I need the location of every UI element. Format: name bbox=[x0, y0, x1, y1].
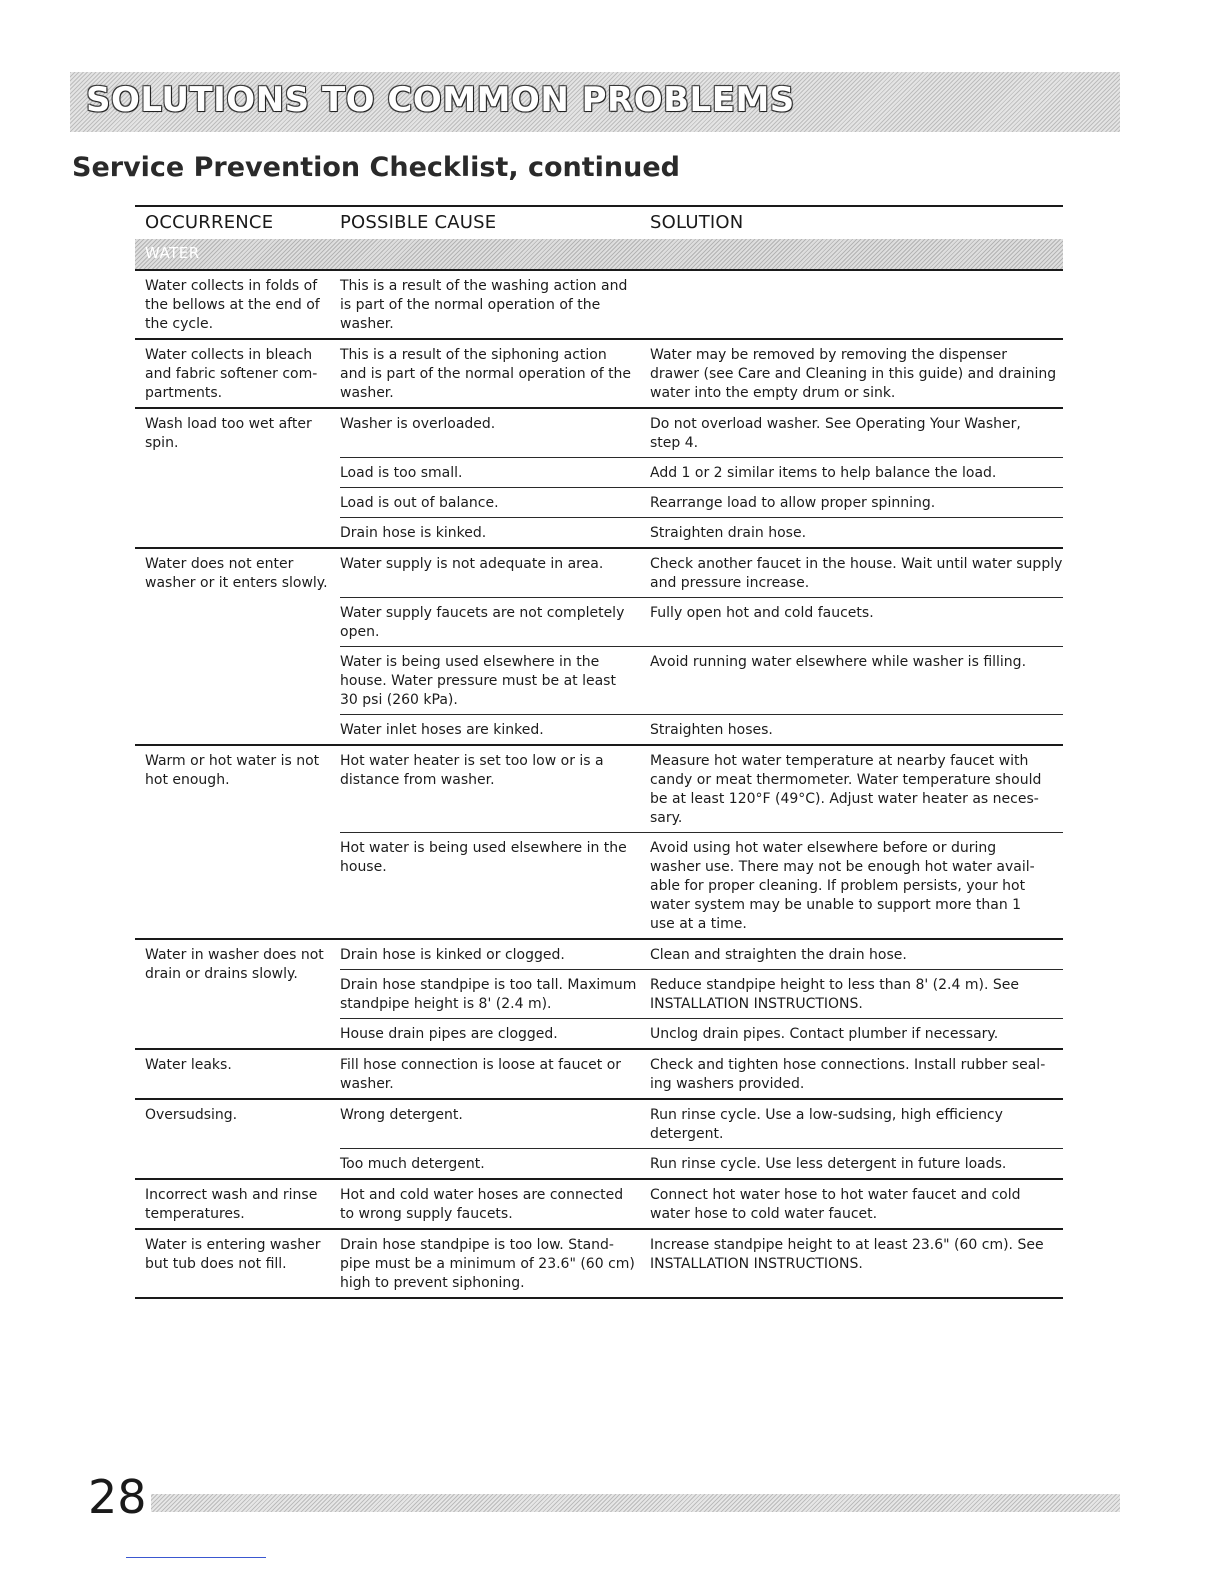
cause-row bbox=[340, 518, 1063, 547]
solution-cell: Run rinse cycle. Use less detergent in future loads. bbox=[650, 1156, 1007, 1172]
table-row bbox=[135, 1100, 1063, 1180]
table-row bbox=[135, 271, 1063, 340]
occurrence-cell: Water leaks. bbox=[145, 1057, 232, 1073]
category-bar bbox=[135, 239, 1063, 271]
solution-cell: Straighten hoses. bbox=[650, 722, 773, 738]
cause-row bbox=[340, 549, 1063, 598]
column-header-possible-cause: POSSIBLE CAUSE bbox=[340, 212, 497, 233]
cause-row bbox=[340, 746, 1063, 833]
table-row bbox=[135, 1180, 1063, 1230]
solution-cell: Connect hot water hose to hot water faucet and cold water hose to cold water faucet. bbox=[650, 1187, 1021, 1222]
causes-list bbox=[340, 1230, 1063, 1297]
solution-cell: Increase standpipe height to at least 23.6" (60 cm). See INSTALLATION INSTRUCTIONS. bbox=[650, 1237, 1044, 1272]
solution-cell: Run rinse cycle. Use a low-sudsing, high efficiency detergent. bbox=[650, 1107, 1003, 1142]
cause-row bbox=[340, 647, 1063, 715]
column-headers bbox=[135, 205, 1063, 239]
header-banner bbox=[70, 72, 1120, 132]
possible-cause-cell: Drain hose standpipe is too low. Stand- pipe must be a minimum of 23.6" (60 cm) high to prevent siphoning. bbox=[340, 1237, 635, 1291]
solution-cell: Do not overload washer. See Operating Your Washer, step 4. bbox=[650, 416, 1021, 451]
possible-cause-cell: Too much detergent. bbox=[340, 1156, 485, 1172]
cause-row bbox=[340, 1149, 1063, 1178]
table-row bbox=[135, 1230, 1063, 1299]
cause-row bbox=[340, 340, 1063, 407]
causes-list bbox=[340, 1050, 1063, 1098]
cause-row bbox=[340, 1100, 1063, 1149]
possible-cause-cell: Water is being used elsewhere in the house. Water pressure must be at least 30 psi (260 kPa). bbox=[340, 654, 616, 708]
possible-cause-cell: Drain hose standpipe is too tall. Maximum standpipe height is 8' (2.4 m). bbox=[340, 977, 637, 1012]
solution-cell bbox=[650, 277, 1063, 334]
causes-list bbox=[340, 271, 1063, 338]
table-row bbox=[135, 340, 1063, 409]
solution-cell: Avoid using hot water elsewhere before or during washer use. There may not be enough hot water avail- able for proper cleaning. If problem persists, your hot water system may be unable to support more than 1 use at a time. bbox=[650, 840, 1035, 932]
solution-cell: Fully open hot and cold faucets. bbox=[650, 605, 874, 621]
possible-cause-cell: Hot water is being used elsewhere in the house. bbox=[340, 840, 627, 875]
occurrence-cell: Water collects in bleach and fabric softener com- partments. bbox=[145, 347, 318, 401]
causes-list bbox=[340, 746, 1063, 938]
table-row bbox=[135, 746, 1063, 940]
possible-cause-cell: Drain hose is kinked or clogged. bbox=[340, 947, 565, 963]
possible-cause-cell: Water supply faucets are not completely open. bbox=[340, 605, 625, 640]
occurrence-cell: Incorrect wash and rinse temperatures. bbox=[145, 1187, 318, 1222]
table-row bbox=[135, 940, 1063, 1050]
solution-cell: Check another faucet in the house. Wait until water supply and pressure increase. bbox=[650, 556, 1063, 591]
cause-row bbox=[340, 271, 1063, 338]
table-row bbox=[135, 1050, 1063, 1100]
footer-link-underline bbox=[126, 1557, 266, 1558]
banner-title: SOLUTIONS TO COMMON PROBLEMS bbox=[86, 80, 795, 120]
solution-cell: Clean and straighten the drain hose. bbox=[650, 947, 907, 963]
possible-cause-cell: Fill hose connection is loose at faucet or washer. bbox=[340, 1057, 622, 1092]
possible-cause-cell: This is a result of the washing action and is part of the normal operation of the washer. bbox=[340, 278, 628, 332]
cause-row bbox=[340, 409, 1063, 458]
category-label: WATER bbox=[145, 244, 200, 262]
solution-cell: Rearrange load to allow proper spinning. bbox=[650, 495, 936, 511]
causes-list bbox=[340, 940, 1063, 1048]
table-row bbox=[135, 409, 1063, 549]
possible-cause-cell: Hot water heater is set too low or is a distance from washer. bbox=[340, 753, 604, 788]
page-number: 28 bbox=[84, 1470, 151, 1524]
cause-row bbox=[340, 970, 1063, 1019]
cause-row bbox=[340, 940, 1063, 970]
occurrence-cell: Oversudsing. bbox=[145, 1107, 238, 1123]
possible-cause-cell: House drain pipes are clogged. bbox=[340, 1026, 558, 1042]
cause-row bbox=[340, 833, 1063, 938]
footer-bar bbox=[140, 1494, 1120, 1512]
column-header-occurrence: OCCURRENCE bbox=[145, 212, 274, 233]
table-body bbox=[135, 271, 1063, 1299]
causes-list bbox=[340, 409, 1063, 547]
cause-row bbox=[340, 1019, 1063, 1048]
possible-cause-cell: Wrong detergent. bbox=[340, 1107, 463, 1123]
solution-cell: Straighten drain hose. bbox=[650, 525, 807, 541]
possible-cause-cell: Washer is overloaded. bbox=[340, 416, 496, 432]
possible-cause-cell: Water inlet hoses are kinked. bbox=[340, 722, 544, 738]
possible-cause-cell: This is a result of the siphoning action and is part of the normal operation of the washer. bbox=[340, 347, 632, 401]
column-header-solution: SOLUTION bbox=[650, 212, 744, 233]
solution-cell: Check and tighten hose connections. Install rubber seal- ing washers provided. bbox=[650, 1057, 1046, 1092]
solution-cell: Unclog drain pipes. Contact plumber if necessary. bbox=[650, 1026, 999, 1042]
cause-row bbox=[340, 458, 1063, 488]
occurrence-cell: Wash load too wet after spin. bbox=[145, 416, 312, 451]
occurrence-cell: Warm or hot water is not hot enough. bbox=[145, 753, 320, 788]
causes-list bbox=[340, 549, 1063, 744]
cause-row bbox=[340, 488, 1063, 518]
solution-cell: Avoid running water elsewhere while washer is filling. bbox=[650, 654, 1027, 670]
causes-list bbox=[340, 1180, 1063, 1228]
solution-cell: Add 1 or 2 similar items to help balance the load. bbox=[650, 465, 997, 481]
cause-row bbox=[340, 1230, 1063, 1297]
possible-cause-cell: Water supply is not adequate in area. bbox=[340, 556, 604, 572]
section-title: Service Prevention Checklist, continued bbox=[72, 152, 681, 183]
solution-cell: Measure hot water temperature at nearby faucet with candy or meat thermometer. Water temperature should be at least 120°F (49°C). Adjust water heater as neces- sary. bbox=[650, 753, 1042, 826]
cause-row bbox=[340, 598, 1063, 647]
occurrence-cell: Water does not enter washer or it enters slowly. bbox=[145, 556, 328, 591]
solution-cell: Reduce standpipe height to less than 8' (2.4 m). See INSTALLATION INSTRUCTIONS. bbox=[650, 977, 1019, 1012]
solution-cell: Water may be removed by removing the dispenser drawer (see Care and Cleaning in this guide) and draining water into the empty drum or sink. bbox=[650, 347, 1057, 401]
possible-cause-cell: Load is too small. bbox=[340, 465, 463, 481]
causes-list bbox=[340, 340, 1063, 407]
possible-cause-cell: Load is out of balance. bbox=[340, 495, 499, 511]
cause-row bbox=[340, 1050, 1063, 1098]
cause-row bbox=[340, 1180, 1063, 1228]
checklist-table bbox=[135, 205, 1063, 1299]
possible-cause-cell: Drain hose is kinked. bbox=[340, 525, 487, 541]
occurrence-cell: Water in washer does not drain or drains slowly. bbox=[145, 947, 324, 982]
causes-list bbox=[340, 1100, 1063, 1178]
occurrence-cell: Water collects in folds of the bellows at the end of the cycle. bbox=[145, 278, 320, 332]
cause-row bbox=[340, 715, 1063, 744]
table-row bbox=[135, 549, 1063, 746]
occurrence-cell: Water is entering washer but tub does not fill. bbox=[145, 1237, 321, 1272]
possible-cause-cell: Hot and cold water hoses are connected to wrong supply faucets. bbox=[340, 1187, 624, 1222]
